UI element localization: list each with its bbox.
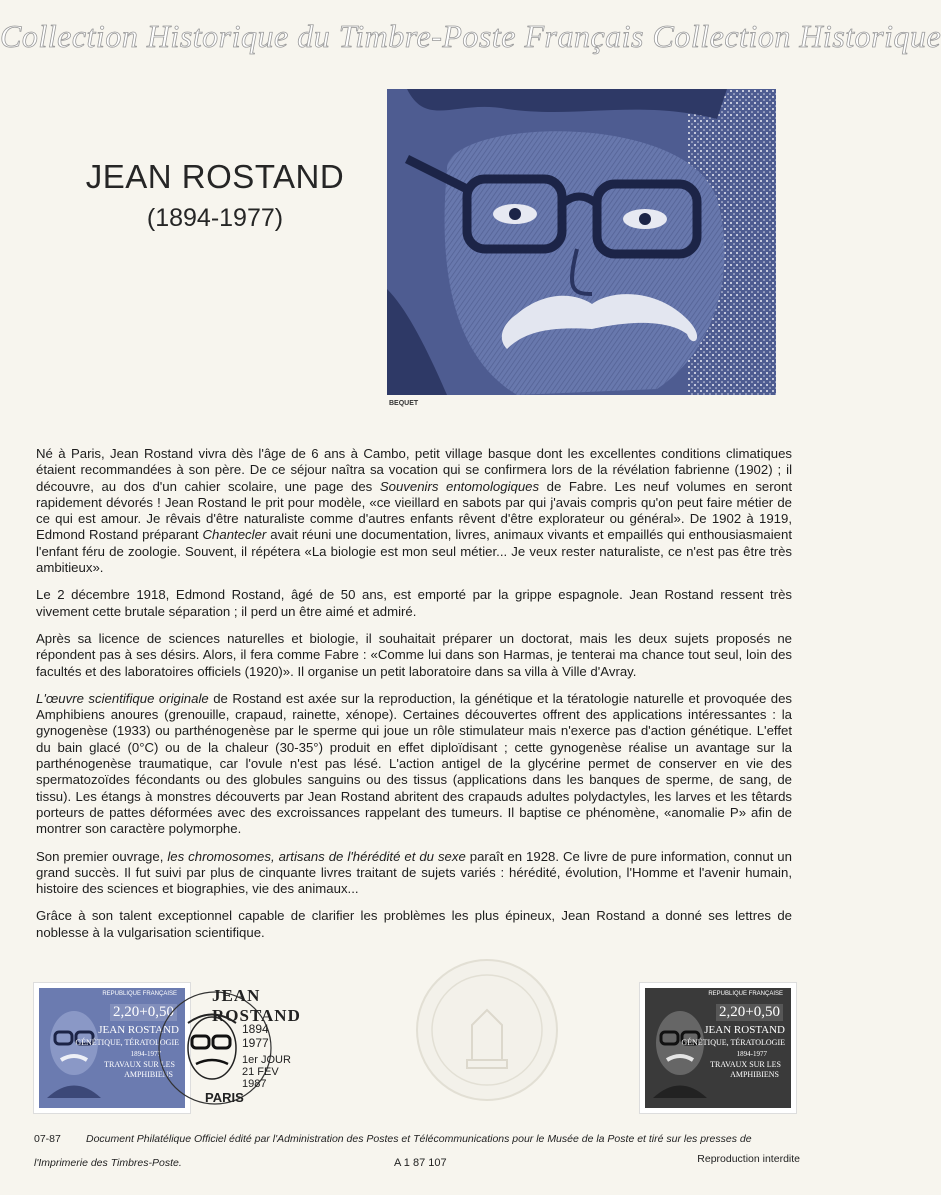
- biography-text: [36, 446, 792, 952]
- engraver-signature: BEQUET: [389, 400, 419, 407]
- document-description-end: l'Imprimerie des Timbres-Poste.: [34, 1157, 182, 1169]
- document-description: Document Philatélique Officiel édité par l'Administration des Postes et Télécommunications pour le Musée de la Poste et tiré sur les presses de: [86, 1133, 752, 1145]
- seal-emblem-icon: [412, 955, 562, 1105]
- collection-banner: Collection Historique du Timbre-Poste Français Collection Historique: [0, 18, 941, 54]
- paragraph-2: Le 2 décembre 1918, Edmond Rostand, âgé de 50 ans, est emporté par la grippe espagnole. Jean Rostand ressent très vivement cette brutale séparation ; il perd un être aimé et admiré.: [36, 587, 792, 619]
- portrait-drawing: [387, 89, 776, 395]
- reproduction-notice: Reproduction interdite: [697, 1153, 800, 1165]
- paragraph-4: L'œuvre scientifique originale de Rostand est axée sur la reproduction, la génétique et la tératologie naturelle et provoquée des Amphibiens anoures (grenouille, crapaud, rainette, xénope). Certaines découvertes offrent des applications intéressantes : la gynogenèse (1933) ou parthénogenèse par le sperme qui joue un rôle stimulateur mais n'exerce pas d'action génétique. L'effet du bain glacé (0°C) ou de la chaleur (30-35°) produit en effet diploïdisant ; cette gynogenèse réalise un avantage sur la parthénogenèse traumatique, car l'ovule n'est pas lésé. L'action antigel de la glycérine permet de conserver en vie des spermatozoïdes fécondants ou des globules sanguins ou des tissus (applications dans les banques de sperme, de sang, de tissu). Les étangs à monstres découverts par Jean Rostand abritent des crapauds adultes polydactyles, les larves et les têtards porteurs de pattes déformées avec des excroissances rappelant des tumeurs. Il baptise ce phénomène, «anomalie P» afin de montrer son caractère polymorphe.: [36, 690, 793, 837]
- stamp-blue: REPUBLIQUE FRANÇAISE 2,20+0,50 JEAN ROSTAND GÉNÉTIQUE, TÉRATOLOGIE 1894-1977 TRAVAUX SUR LES AMPHIBIENS: [34, 983, 190, 1113]
- life-years: (1894-1977): [146, 204, 284, 232]
- first-day-postmark: JEAN ROSTAND 1894 1977 1er JOUR 21 FEV 1987 PARIS: [160, 978, 320, 1108]
- document-code: 07-87: [34, 1133, 61, 1145]
- stamp-black: REPUBLIQUE FRANÇAISE 2,20+0,50 JEAN ROSTAND GÉNÉTIQUE, TÉRATOLOGIE 1894-1977 TRAVAUX SUR LES AMPHIBIENS: [640, 983, 796, 1113]
- document-number: A 1 87 107: [394, 1157, 447, 1169]
- paragraph-1: Né à Paris, Jean Rostand vivra dès l'âge de 6 ans à Cambo, petit village basque dont les excellentes conditions climatiques étaient recommandées à son père. De ce séjour naîtra sa vocation qui se confirmera lors de la révélation fabrienne (1902) ; il découvre, au dos d'un cahier scolaire, une page des Souvenirs entomologiques de Fabre. Les neuf volumes en seront rapidement dévorés ! Jean Rostand le prit pour modèle, «ce vieillard en sabots par qui j'avais compris qu'on peut faire métier de ce qui est amour. Je rêvais d'être naturaliste comme d'autres enfants rêvent d'être explorateur ou général». De 1902 à 1919, Edmond Rostand préparant Chantecler avait réuni une documentation, livres, animaux vivants et empaillés qui enthousiasmaient l'enfant féru de zoologie. Souvent, il répétera «La biologie est mon seul métier... Je veux rester naturaliste, ce n'est pas être très ambitieux».: [36, 446, 792, 576]
- paragraph-5: Son premier ouvrage, les chromosomes, artisans de l'hérédité et du sexe paraît en 1928. Ce livre de pure information, connut un grand succès. Il fut suivi par plus de cinquante livres traitant de sujets variés : hérédité, évolution, l'Homme et l'avenir humain, histoire des sciences et biographies, vie des animaux...: [36, 848, 792, 897]
- paragraph-3: Après sa licence de sciences naturelles et biologie, il souhaitait préparer un doctorat, mais les deux sujets proposés ne répondent pas à ses désirs. Alors, il fera comme Fabre : «Comme lui dans son Harmas, je tenterai ma chance tout seul, loin des facultés et des laboratoires officiels (1920)». Il organise un petit laboratoire dans sa villa à Ville d'Avray.: [36, 630, 792, 679]
- embossed-seal: [412, 955, 562, 1105]
- paragraph-6: Grâce à son talent exceptionnel capable de clarifier les problèmes les plus épineux, Jean Rostand a donné ses lettres de noblesse à la vulgarisation scientifique.: [36, 908, 792, 940]
- portrait-engraving: [387, 89, 776, 395]
- page-title: JEAN ROSTAND: [85, 158, 345, 195]
